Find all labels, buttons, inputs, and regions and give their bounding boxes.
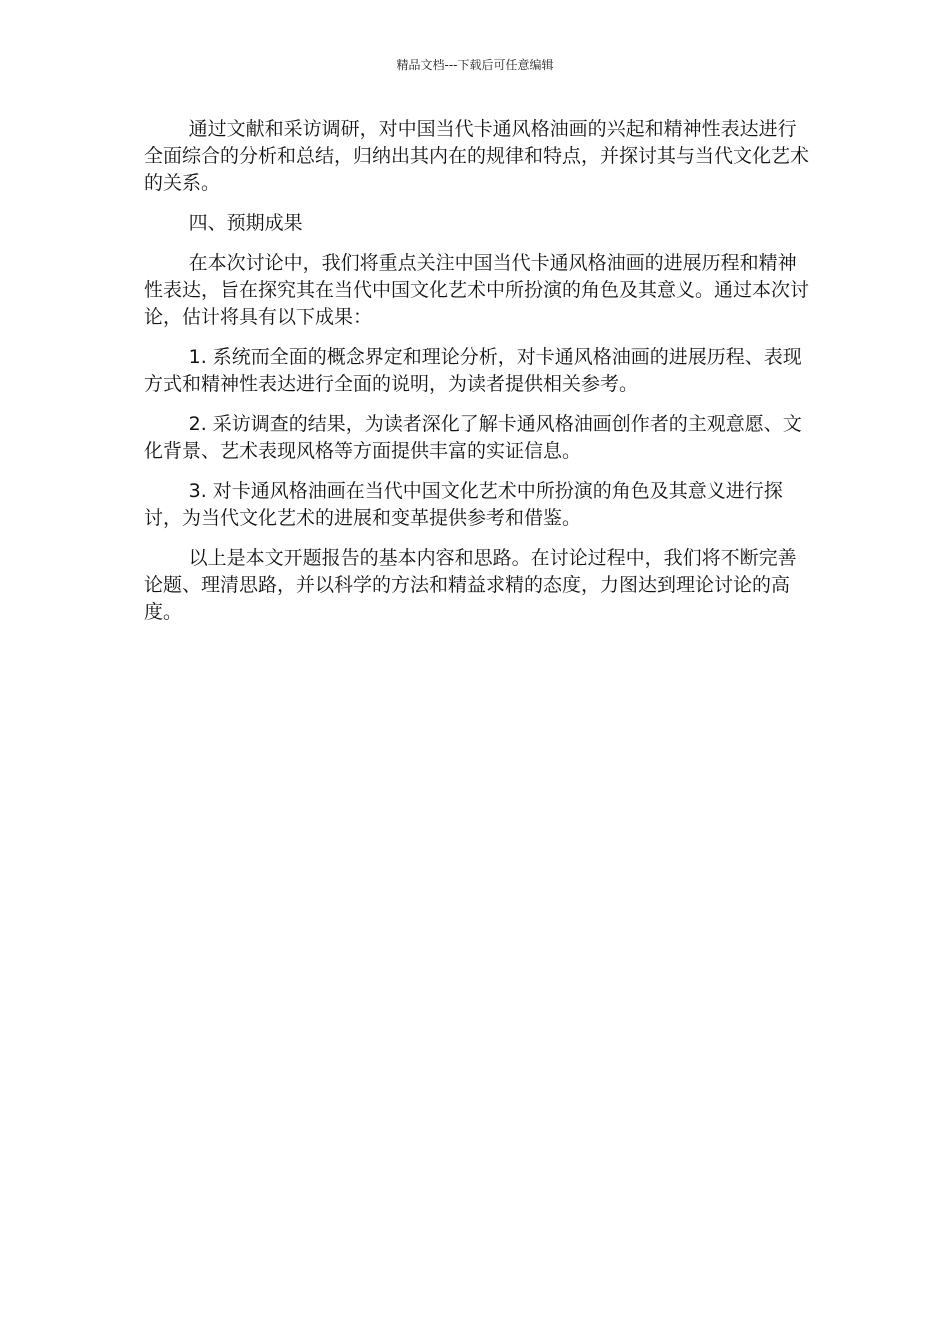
paragraph-expected-results-intro: 在本次讨论中，我们将重点关注中国当代卡通风格油画的进展历程和精神性表达，旨在探究其在当代中国文化艺术中所扮演的角色及其意义。通过本次讨论，估计将具有以下成果： xyxy=(144,252,810,328)
paragraph-closing: 以上是本文开题报告的基本内容和思路。在讨论过程中，我们将不断完善论题、理清思路，并以科学的方法和精益求精的态度，力图达到理论讨论的高度。 xyxy=(144,547,797,623)
page-header: 精品文档---下载后可任意编辑 xyxy=(396,58,554,72)
result-item-3: 3. 对卡通风格油画在当代中国文化艺术中所扮演的角色及其意义进行探讨，为当代文化艺术的进展和变革提供参考和借鉴。 xyxy=(144,480,783,529)
result-item-2: 2. 采访调查的结果，为读者深化了解卡通风格油画创作者的主观意愿、文化背景、艺术表现风格等方面提供丰富的实证信息。 xyxy=(144,413,802,462)
paragraph-research-method: 通过文献和采访调研，对中国当代卡通风格油画的兴起和精神性表达进行全面综合的分析和总结，归纳出其内在的规律和特点，并探讨其与当代文化艺术的关系。 xyxy=(144,118,810,194)
result-item-1: 1. 系统而全面的概念界定和理论分析，对卡通风格油画的进展历程、表现方式和精神性表达进行全面的说明，为读者提供相关参考。 xyxy=(144,346,802,395)
document-body xyxy=(144,116,810,639)
section-heading-expected-results: 四、预期成果 xyxy=(188,212,303,234)
